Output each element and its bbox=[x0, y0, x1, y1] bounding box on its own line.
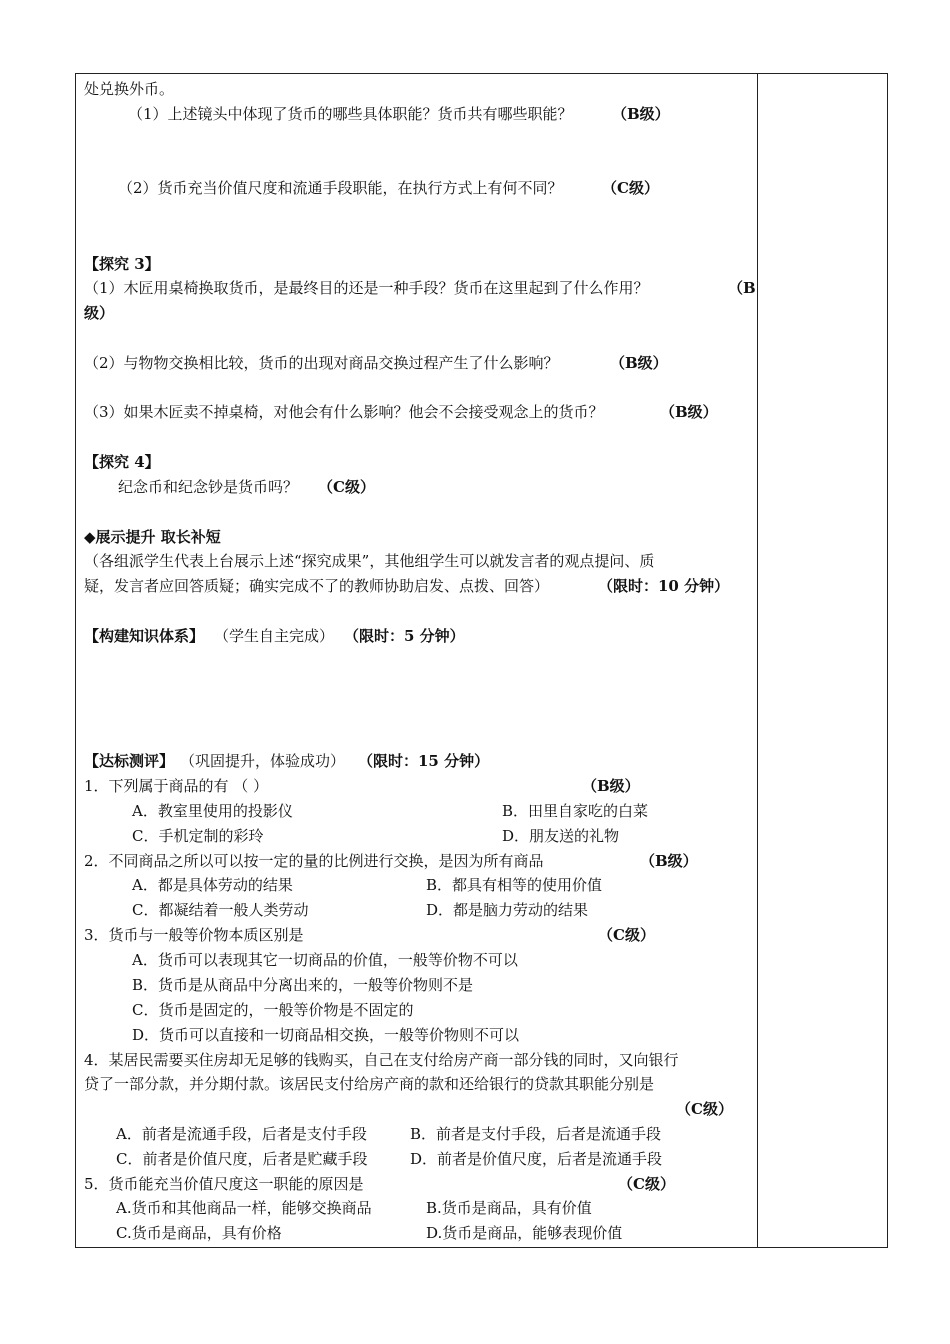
question-text: （1）上述镜头中体现了货币的哪些具体职能？货币共有哪些职能？ bbox=[128, 105, 573, 123]
option-text: A．前者是流通手段，后者是支付手段 bbox=[116, 1125, 367, 1143]
level-badge: （B级） bbox=[660, 403, 718, 421]
option-text: A．都是具体劳动的结果 bbox=[132, 876, 293, 894]
table-frame bbox=[75, 73, 888, 1248]
question-stem: 贷了一部分款，并分期付款。该居民支付给房产商的款和还给银行的贷款其职能分别是 bbox=[84, 1075, 655, 1093]
option-text: D.货币是商品，能够表现价值 bbox=[426, 1224, 623, 1242]
option-text: C．货币是固定的，一般等价物是不固定的 bbox=[132, 1001, 414, 1019]
level-badge: （B级） bbox=[610, 354, 668, 372]
option-text: B．货币是从商品中分离出来的，一般等价物则不是 bbox=[132, 976, 474, 994]
section-heading-explore-3: 【探究 3】 bbox=[84, 255, 160, 273]
time-limit: （限时：5 分钟） bbox=[344, 627, 465, 645]
section-heading-build: 【构建知识体系】 bbox=[84, 627, 205, 645]
option-text: A.货币和其他商品一样，能够交换商品 bbox=[116, 1199, 372, 1217]
option-text: C．手机定制的彩玲 bbox=[132, 827, 264, 845]
level-badge: 级） bbox=[84, 304, 115, 322]
level-badge: （C级） bbox=[676, 1100, 733, 1118]
section-heading-test: 【达标测评】 bbox=[84, 752, 175, 770]
level-badge: （B级） bbox=[582, 777, 640, 795]
option-text: D．朋友送的礼物 bbox=[502, 827, 620, 845]
option-text: A．货币可以表现其它一切商品的价值，一般等价物不可以 bbox=[132, 951, 518, 969]
level-badge: （C级） bbox=[598, 926, 655, 944]
section-heading-explore-4: 【探究 4】 bbox=[84, 453, 160, 471]
option-text: B．都具有相等的使用价值 bbox=[426, 876, 603, 894]
text-line: （各组派学生代表上台展示上述“探究成果”，其他组学生可以就发言者的观点提问、质 bbox=[84, 552, 655, 570]
option-text: C．前者是价值尺度，后者是贮藏手段 bbox=[116, 1150, 368, 1168]
option-text: C．都凝结着一般人类劳动 bbox=[132, 901, 309, 919]
section-heading-show: ◆展示提升 取长补短 bbox=[84, 528, 221, 546]
question-text: （1）木匠用桌椅换取货币，是最终目的还是一种手段？货币在这里起到了什么作用？ bbox=[84, 279, 649, 297]
option-text: D．都是脑力劳动的结果 bbox=[426, 901, 589, 919]
option-text: A．教室里使用的投影仪 bbox=[132, 802, 293, 820]
option-text: B.货币是商品，具有价值 bbox=[426, 1199, 592, 1217]
text-line: （学生自主完成） bbox=[214, 627, 335, 645]
level-badge: （B bbox=[728, 279, 756, 297]
column-divider bbox=[757, 73, 758, 1248]
question-text: （2）货币充当价值尺度和流通手段职能，在执行方式上有何不同？ bbox=[118, 179, 563, 197]
question-stem: 4．某居民需要买住房却无足够的钱购买，自己在支付给房产商一部分钱的同时，又向银行 bbox=[84, 1051, 679, 1069]
question-text: （3）如果木匠卖不掉桌椅，对他会有什么影响？他会不会接受观念上的货币？ bbox=[84, 403, 604, 421]
question-stem: 2．不同商品之所以可以按一定的量的比例进行交换，是因为所有商品 bbox=[84, 852, 544, 870]
option-text: D．货币可以直接和一切商品相交换，一般等价物则不可以 bbox=[132, 1026, 520, 1044]
question-stem: 3．货币与一般等价物本质区别是 bbox=[84, 926, 304, 944]
question-text: （2）与物物交换相比较，货币的出现对商品交换过程产生了什么影响？ bbox=[84, 354, 559, 372]
time-limit: （限时：15 分钟） bbox=[358, 752, 490, 770]
question-stem: 5．货币能充当价值尺度这一职能的原因是 bbox=[84, 1175, 364, 1193]
text-line: 疑，发言者应回答质疑；确实完成不了的教师协助启发、点拨、回答） bbox=[84, 577, 550, 595]
level-badge: （C级） bbox=[318, 478, 375, 496]
level-badge: （C级） bbox=[602, 179, 659, 197]
level-badge: （B级） bbox=[612, 105, 670, 123]
text-line: （巩固提升，体验成功） bbox=[180, 752, 346, 770]
option-text: D．前者是价值尺度，后者是流通手段 bbox=[410, 1150, 663, 1168]
question-text: 纪念币和纪念钞是货币吗？ bbox=[118, 478, 299, 496]
option-text: B．田里自家吃的白菜 bbox=[502, 802, 649, 820]
question-stem: 1．下列属于商品的有 （ ） bbox=[84, 777, 269, 795]
option-text: C.货币是商品，具有价格 bbox=[116, 1224, 282, 1242]
level-badge: （C级） bbox=[618, 1175, 675, 1193]
option-text: B．前者是支付手段，后者是流通手段 bbox=[410, 1125, 662, 1143]
level-badge: （B级） bbox=[640, 852, 698, 870]
text-line: 处兑换外币。 bbox=[84, 80, 175, 98]
time-limit: （限时：10 分钟） bbox=[598, 577, 730, 595]
